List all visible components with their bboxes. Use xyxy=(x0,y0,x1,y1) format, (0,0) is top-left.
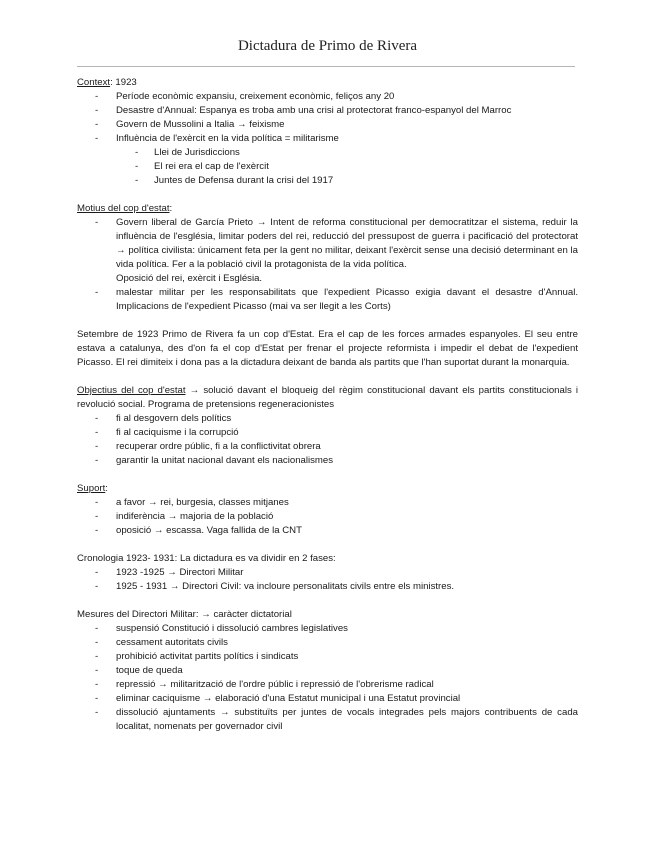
mesures-heading: Mesures del Directori Militar: → caràcter dictatorial xyxy=(77,609,292,620)
objectius-heading-tail: → solució davant el bloqueig del règim constitucional davant els partits constitucionals i revolució social. Programa de pretensions regeneracionistes xyxy=(77,385,578,410)
cronologia-list xyxy=(77,566,578,594)
motius-list xyxy=(77,216,578,272)
list-item: - Desastre d'Annual: Espanya es troba amb una crisi al protectorat franco-espanyol del Marroc xyxy=(77,104,578,118)
document-title: Dictadura de Primo de Rivera xyxy=(237,38,418,54)
list-item: - toque de queda xyxy=(77,664,578,678)
list-item: - suspensió Constitució i dissolució cambres legislatives xyxy=(77,622,578,636)
suport-heading-tail: : xyxy=(105,483,108,494)
list-item: - El rei era el cap de l'exèrcit xyxy=(77,160,578,174)
list-item: - garantir la unitat nacional davant els nacionalismes xyxy=(77,454,578,468)
list-item: - Període econòmic expansiu, creixement econòmic, feliços any 20 xyxy=(77,90,578,104)
list-item: - Govern liberal de García Prieto → Intent de reforma constitucional per democratitzar el sistema, reduir la influència de l'església, limitar poders del rei, reducció del pressupost de guerra i pacificació del protectorat → política civilista: únicament feta per la gent no militar, deixant l'exèrcit sense una decisió determinant en la vida política. Fer a la població civil la protagonista de la vida política. xyxy=(77,216,578,272)
list-item: - Llei de Jurisdiccions xyxy=(77,146,578,160)
mesures-list xyxy=(77,622,578,734)
title-divider xyxy=(77,66,575,67)
list-item: - 1923 -1925 → Directori Militar xyxy=(77,566,578,580)
context-label: Context xyxy=(77,77,111,88)
list-item: - fi al desgovern dels polítics xyxy=(77,412,578,426)
militarisme-sublist xyxy=(77,146,578,188)
list-item: - 1925 - 1931 → Directori Civil: va incloure personalitats civils entre els ministres. xyxy=(77,580,578,594)
context-heading-tail: : 1923 xyxy=(110,77,137,88)
objectius-list xyxy=(77,412,578,468)
document-body xyxy=(77,76,578,734)
list-item: - Influència de l'exèrcit en la vida política = militarisme xyxy=(77,132,578,146)
list-item: - repressió → militarització de l'ordre públic i repressió de l'obrerisme radical xyxy=(77,678,578,692)
motius-heading-tail: : xyxy=(169,203,173,214)
suport-list xyxy=(77,496,578,538)
motius-continuation: Oposició del rei, exèrcit i Església. xyxy=(116,273,263,284)
setembre-paragraph: Setembre de 1923 Primo de Rivera fa un cop d'Estat. Era el cap de les forces armades espanyoles. El seu entre estava a catalunya, des d'on fa el cop d'Estat per frenar el projecte reformista i impedir el debat de l'expedient Picasso. El rei dimiteix i dona pas a la dictadura deixant de banda als partits que l'han suportat durant la monarquia. xyxy=(77,329,578,368)
list-item: - malestar militar per les responsabilitats que l'expedient Picasso exigia davant el desastre d'Annual. Implicacions de l'expedient Picasso (mai va ser llegit a les Corts) xyxy=(77,286,578,314)
list-item: - dissolució ajuntaments → substituïts per juntes de vocals integrades pels majors contribuents de cada localitat, nomenats per governador civil xyxy=(77,706,578,734)
context-heading xyxy=(77,76,578,90)
context-list xyxy=(77,90,578,146)
list-item: - fi al caciquisme i la corrupció xyxy=(77,426,578,440)
list-item: - Juntes de Defensa durant la crisi del 1917 xyxy=(77,174,578,188)
suport-heading xyxy=(77,482,578,496)
suport-label: Suport xyxy=(77,483,106,494)
motius-heading xyxy=(77,202,578,216)
list-item: - eliminar caciquisme → elaboració d'una Estatut municipal i una Estatut provincial xyxy=(77,692,578,706)
list-item: - Govern de Mussolini a Italia → feixisme xyxy=(77,118,578,132)
objectius-label: Objectius del cop d'estat xyxy=(77,385,186,396)
list-item: - cessament autoritats civils xyxy=(77,636,578,650)
objectius-heading xyxy=(77,384,578,412)
list-item: - indiferència → majoria de la població xyxy=(77,510,578,524)
cronologia-heading: Cronologia 1923- 1931: La dictadura es va dividir en 2 fases: xyxy=(77,553,336,564)
motius-label: Motius del cop d'estat xyxy=(77,203,170,214)
motius-list-2 xyxy=(77,286,578,314)
list-item: - prohibició activitat partits polítics i sindicats xyxy=(77,650,578,664)
list-item: - oposició → escassa. Vaga fallida de la CNT xyxy=(77,524,578,538)
list-item: - recuperar ordre públic, fi a la conflictivitat obrera xyxy=(77,440,578,454)
list-item: - a favor → rei, burgesia, classes mitjanes xyxy=(77,496,578,510)
